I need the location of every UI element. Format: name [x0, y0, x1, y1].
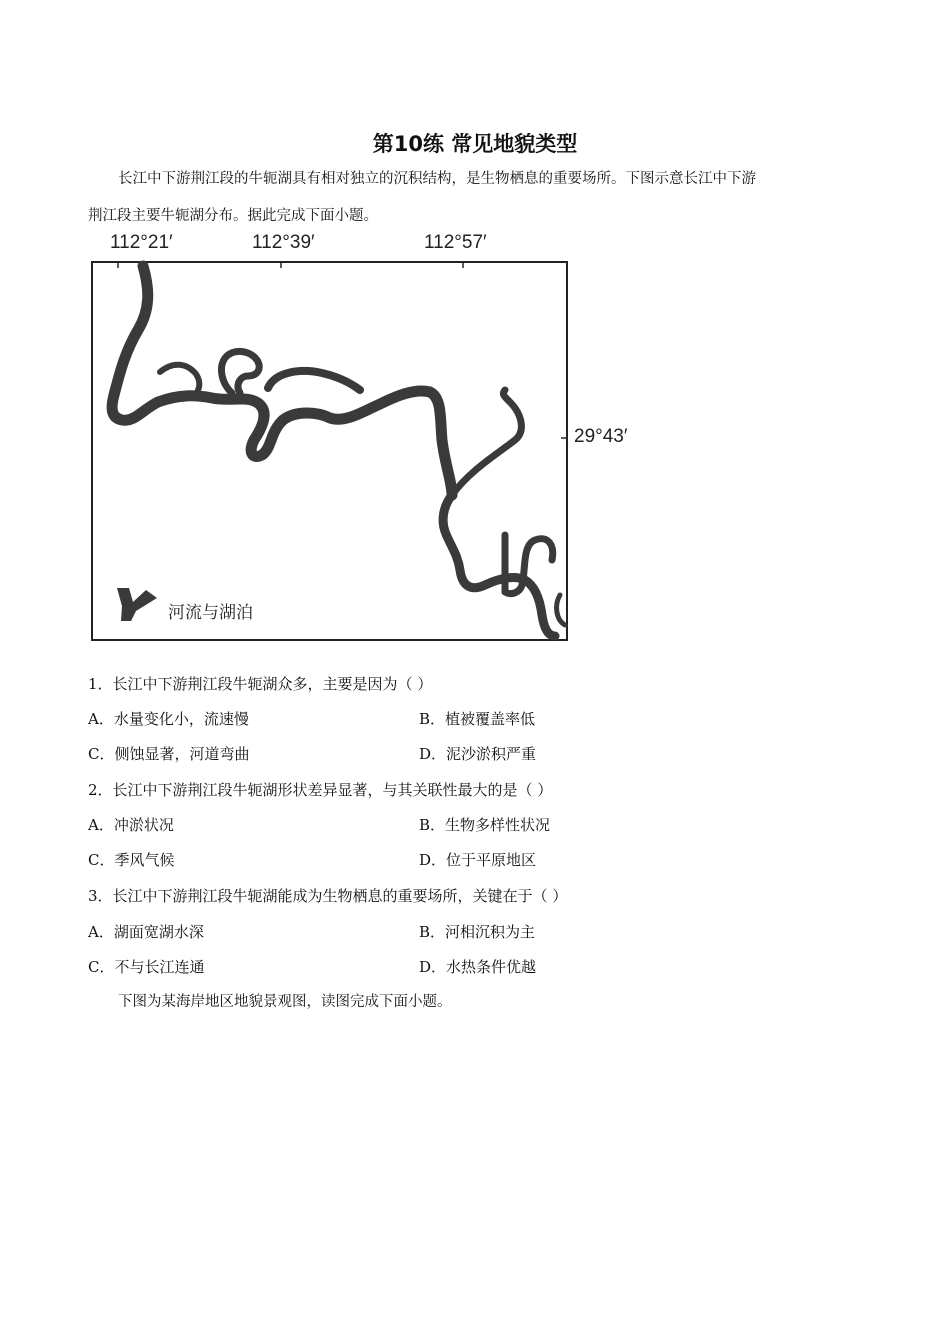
- q1-option-d: D．泥沙淤积严重: [419, 745, 537, 763]
- page-title: 第10练 常见地貌类型: [372, 132, 578, 156]
- q2-option-c: C．季风气候: [88, 851, 175, 869]
- river-channel: [112, 266, 565, 636]
- question-2-stem: 2．长江中下游荆江段牛轭湖形状差异显著，与其关联性最大的是（ ）: [88, 781, 553, 799]
- q3-option-b: B．河相沉积为主: [419, 923, 536, 941]
- legend-label: 河流与湖泊: [168, 603, 253, 623]
- q1-option-c: C．侧蚀显著，河道弯曲: [88, 745, 250, 763]
- lon-label-3: 112°57′: [424, 232, 487, 253]
- intro-paragraph-line1: 长江中下游荆江段的牛轭湖具有相对独立的沉积结构，是生物栖息的重要场所。下图示意长江中下游: [118, 171, 756, 187]
- question-3-stem: 3．长江中下游荆江段牛轭湖能成为生物栖息的重要场所，关键在于（ ）: [88, 887, 568, 905]
- q2-option-a: A．冲淤状况: [88, 816, 174, 834]
- q2-option-d: D．位于平原地区: [419, 851, 537, 869]
- question-1-stem: 1．长江中下游荆江段牛轭湖众多，主要是因为（ ）: [88, 675, 433, 693]
- q3-option-c: C．不与长江连通: [88, 958, 205, 976]
- lon-label-1: 112°21′: [110, 232, 173, 253]
- lat-label: 29°43′: [574, 426, 628, 447]
- legend-river-symbol: [117, 588, 157, 621]
- intro-paragraph-2: 下图为某海岸地区地貌景观图，读图完成下面小题。: [118, 994, 452, 1010]
- intro-paragraph-line2: 荆江段主要牛轭湖分布。据此完成下面小题。: [88, 208, 378, 224]
- lon-label-2: 112°39′: [252, 232, 315, 253]
- q2-option-b: B．生物多样性状况: [419, 816, 551, 834]
- q3-option-d: D．水热条件优越: [419, 958, 537, 976]
- q3-option-a: A．湖面宽湖水深: [88, 923, 204, 941]
- q1-option-a: A．水量变化小，流速慢: [88, 710, 249, 728]
- q1-option-b: B．植被覆盖率低: [419, 710, 536, 728]
